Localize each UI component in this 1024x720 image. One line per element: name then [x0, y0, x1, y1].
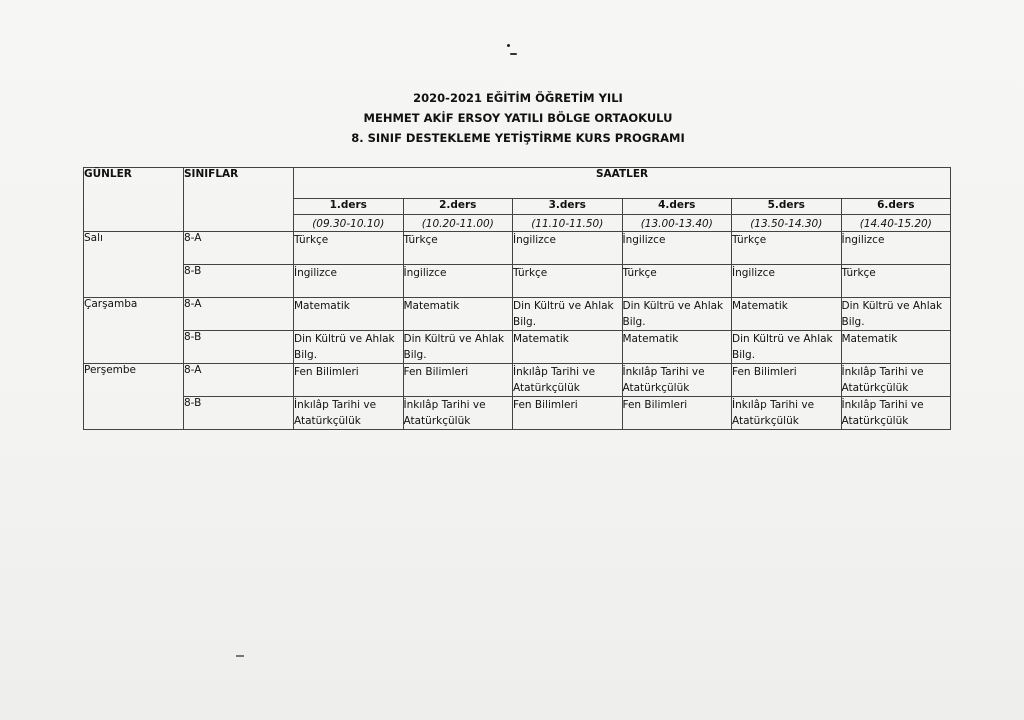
lesson-cell: İnkılâp Tarihi ve Atatürkçülük: [294, 397, 404, 430]
lesson-cell: Türkçe: [622, 265, 732, 298]
hour-label: 5.ders: [767, 199, 805, 211]
hour-label: 6.ders: [877, 199, 915, 211]
hour-header: [841, 199, 951, 232]
lesson-cell: İnkılâp Tarihi ve Atatürkçülük: [622, 364, 732, 397]
lesson-cell: İnkılâp Tarihi ve Atatürkçülük: [841, 397, 951, 430]
lesson-cell: Fen Bilimleri: [622, 397, 732, 430]
lesson-cell: Fen Bilimleri: [294, 364, 404, 397]
lesson-cell: İngilizce: [841, 232, 951, 265]
day-cell: Perşembe: [84, 364, 184, 430]
lesson-cell: Din Kültrü ve Ahlak Bilg.: [294, 331, 404, 364]
hour-label: 1.ders: [329, 199, 367, 211]
title-line-1: 2020-2021 EĞİTİM ÖĞRETİM YILI: [413, 91, 623, 105]
hour-time: (10.20-11.00): [404, 214, 513, 230]
hour-header: [513, 199, 623, 232]
hour-header: [622, 199, 732, 232]
table-row: [84, 298, 951, 331]
lesson-cell: Matematik: [841, 331, 951, 364]
hour-time: (14.40-15.20): [842, 214, 951, 230]
hour-header: [403, 199, 513, 232]
day-cell: Salı: [84, 232, 184, 298]
lesson-cell: İnkılâp Tarihi ve Atatürkçülük: [732, 397, 842, 430]
lesson-cell: Matematik: [403, 298, 513, 331]
lesson-cell: İngilizce: [294, 265, 404, 298]
class-cell: 8-B: [184, 331, 294, 364]
title-line-3: 8. SINIF DESTEKLEME YETİŞTİRME KURS PROGRAMI: [351, 131, 685, 145]
hour-time: (13.00-13.40): [623, 214, 732, 230]
table-row: [84, 331, 951, 364]
document-title: [300, 88, 736, 148]
hour-time: (13.50-14.30): [732, 214, 841, 230]
lesson-cell: Din Kültrü ve Ahlak Bilg.: [513, 298, 623, 331]
class-cell: 8-B: [184, 265, 294, 298]
hour-label: 4.ders: [658, 199, 696, 211]
hour-header: [294, 199, 404, 232]
lesson-cell: Fen Bilimleri: [403, 364, 513, 397]
hour-label: 2.ders: [439, 199, 477, 211]
lesson-cell: Türkçe: [732, 232, 842, 265]
lesson-cell: Matematik: [294, 298, 404, 331]
lesson-cell: Fen Bilimleri: [513, 397, 623, 430]
classes-header: SINIFLAR: [184, 168, 294, 232]
lesson-cell: Türkçe: [403, 232, 513, 265]
class-cell: 8-B: [184, 397, 294, 430]
class-cell: 8-A: [184, 232, 294, 265]
lesson-cell: Din Kültrü ve Ahlak Bilg.: [403, 331, 513, 364]
hour-time: (09.30-10.10): [294, 214, 403, 230]
title-line-2: MEHMET AKİF ERSOY YATILI BÖLGE ORTAOKULU: [363, 111, 673, 125]
days-header: GÜNLER: [84, 168, 184, 232]
hour-time: (11.10-11.50): [513, 214, 622, 230]
lesson-cell: Türkçe: [513, 265, 623, 298]
table-row: [84, 265, 951, 298]
lesson-cell: Matematik: [622, 331, 732, 364]
table-row: [84, 232, 951, 265]
table-row: [84, 397, 951, 430]
table-row: [84, 364, 951, 397]
lesson-cell: Matematik: [513, 331, 623, 364]
lesson-cell: Matematik: [732, 298, 842, 331]
class-cell: 8-A: [184, 364, 294, 397]
lesson-cell: İngilizce: [513, 232, 623, 265]
lesson-cell: Din Kültrü ve Ahlak Bilg.: [622, 298, 732, 331]
lesson-cell: İngilizce: [622, 232, 732, 265]
lesson-cell: Din Kültrü ve Ahlak Bilg.: [841, 298, 951, 331]
lesson-cell: İnkılâp Tarihi ve Atatürkçülük: [841, 364, 951, 397]
hour-label: 3.ders: [548, 199, 586, 211]
schedule-table: [83, 167, 951, 430]
ink-dash: [236, 655, 244, 657]
lesson-cell: Türkçe: [294, 232, 404, 265]
lesson-cell: Türkçe: [841, 265, 951, 298]
lesson-cell: Din Kültrü ve Ahlak Bilg.: [732, 331, 842, 364]
lesson-cell: İnkılâp Tarihi ve Atatürkçülük: [403, 397, 513, 430]
class-cell: 8-A: [184, 298, 294, 331]
lesson-cell: İngilizce: [732, 265, 842, 298]
ink-marks: [505, 44, 519, 60]
hour-header: [732, 199, 842, 232]
lesson-cell: İngilizce: [403, 265, 513, 298]
lesson-cell: İnkılâp Tarihi ve Atatürkçülük: [513, 364, 623, 397]
hours-header: SAATLER: [294, 168, 951, 199]
lesson-cell: Fen Bilimleri: [732, 364, 842, 397]
day-cell: Çarşamba: [84, 298, 184, 364]
